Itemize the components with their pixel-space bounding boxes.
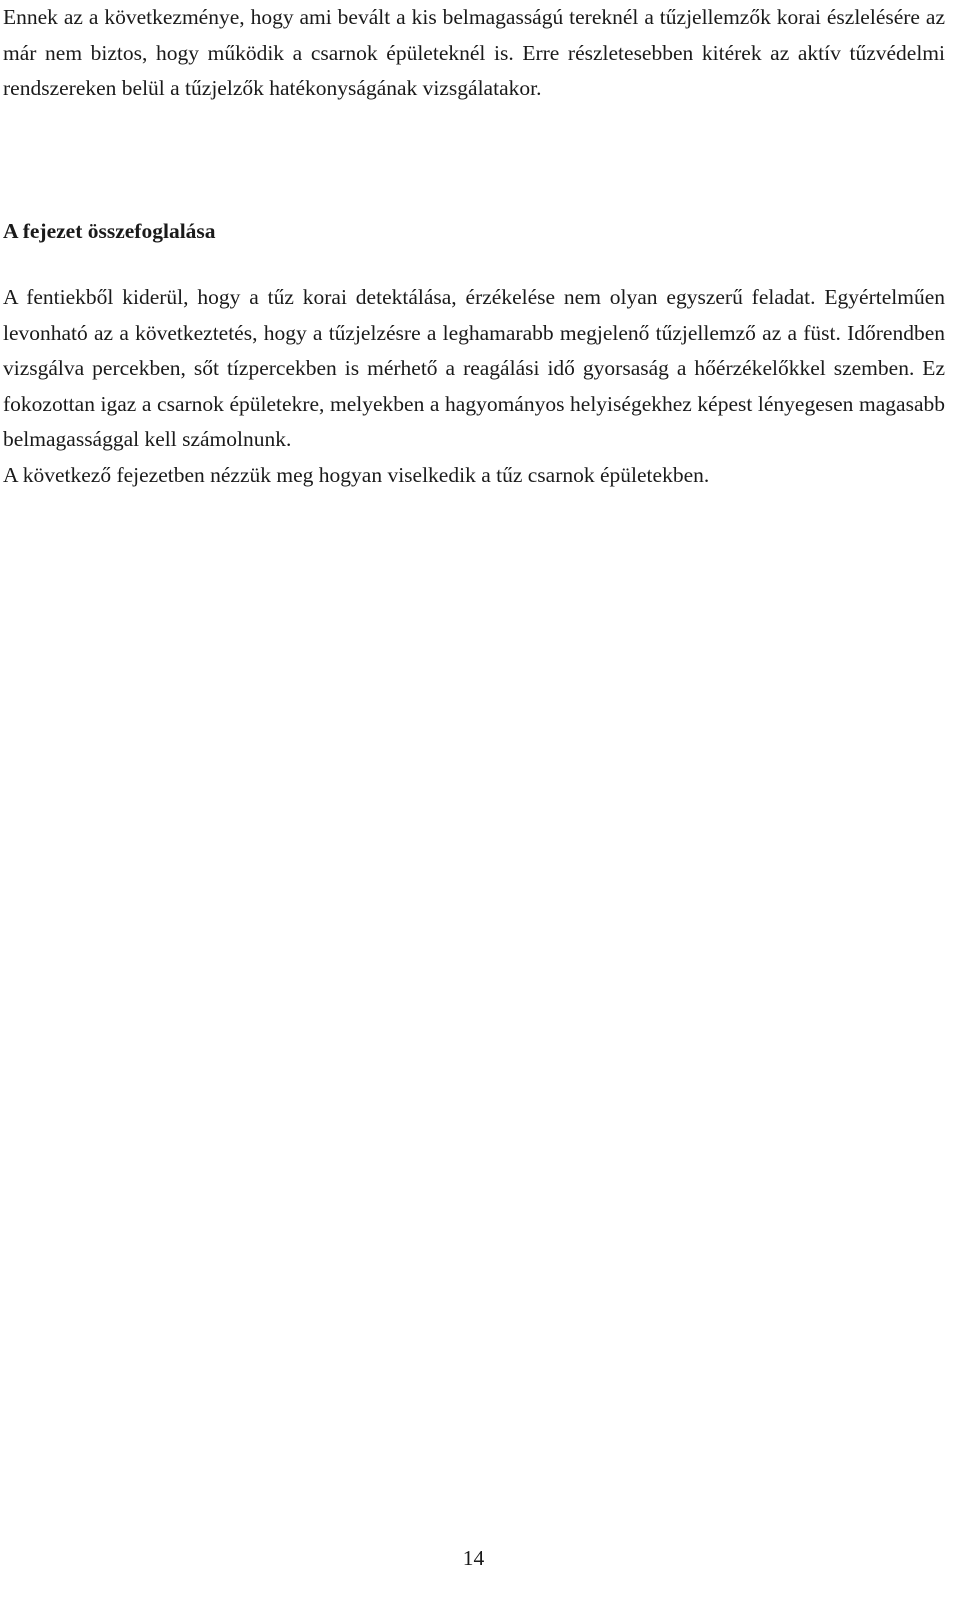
summary-paragraph: A fentiekből kiderül, hogy a tűz korai detektálása, érzékelése nem olyan egyszerű feladat. Egyértelműen levonható az a következtetés, hogy a tűzjelzésre a leghamarabb megjelenő tűzjellemző az a füst. Időrendben vizsgálva percekben, sőt tízpercekben is mérhető a reagálási idő gyorsaság a hőérzékelőkkel szemben. Ez fokozottan igaz a csarnok épületekre, melyekben a hagyományos helyiségekhez képest lényegesen magasabb belmagassággal kell számolnunk. [3, 285, 945, 451]
closing-paragraph: A következő fejezetben nézzük meg hogyan viselkedik a tűz csarnok épületekben. [3, 462, 710, 487]
page-number: 14 [462, 1546, 485, 1570]
document-page [3, 0, 945, 487]
intro-paragraph: Ennek az a következménye, hogy ami bevált a kis belmagasságú tereknél a tűzjellemzők korai észlelésére az már nem biztos, hogy működik a csarnok épületeknél is. Erre részletesebben kitérek az aktív tűzvédelmi rendszereken belül a tűzjelzők hatékonyságának vizsgálatakor. [3, 5, 945, 100]
section-heading: A fejezet összefoglalása [3, 219, 216, 243]
summary-section [3, 280, 945, 493]
